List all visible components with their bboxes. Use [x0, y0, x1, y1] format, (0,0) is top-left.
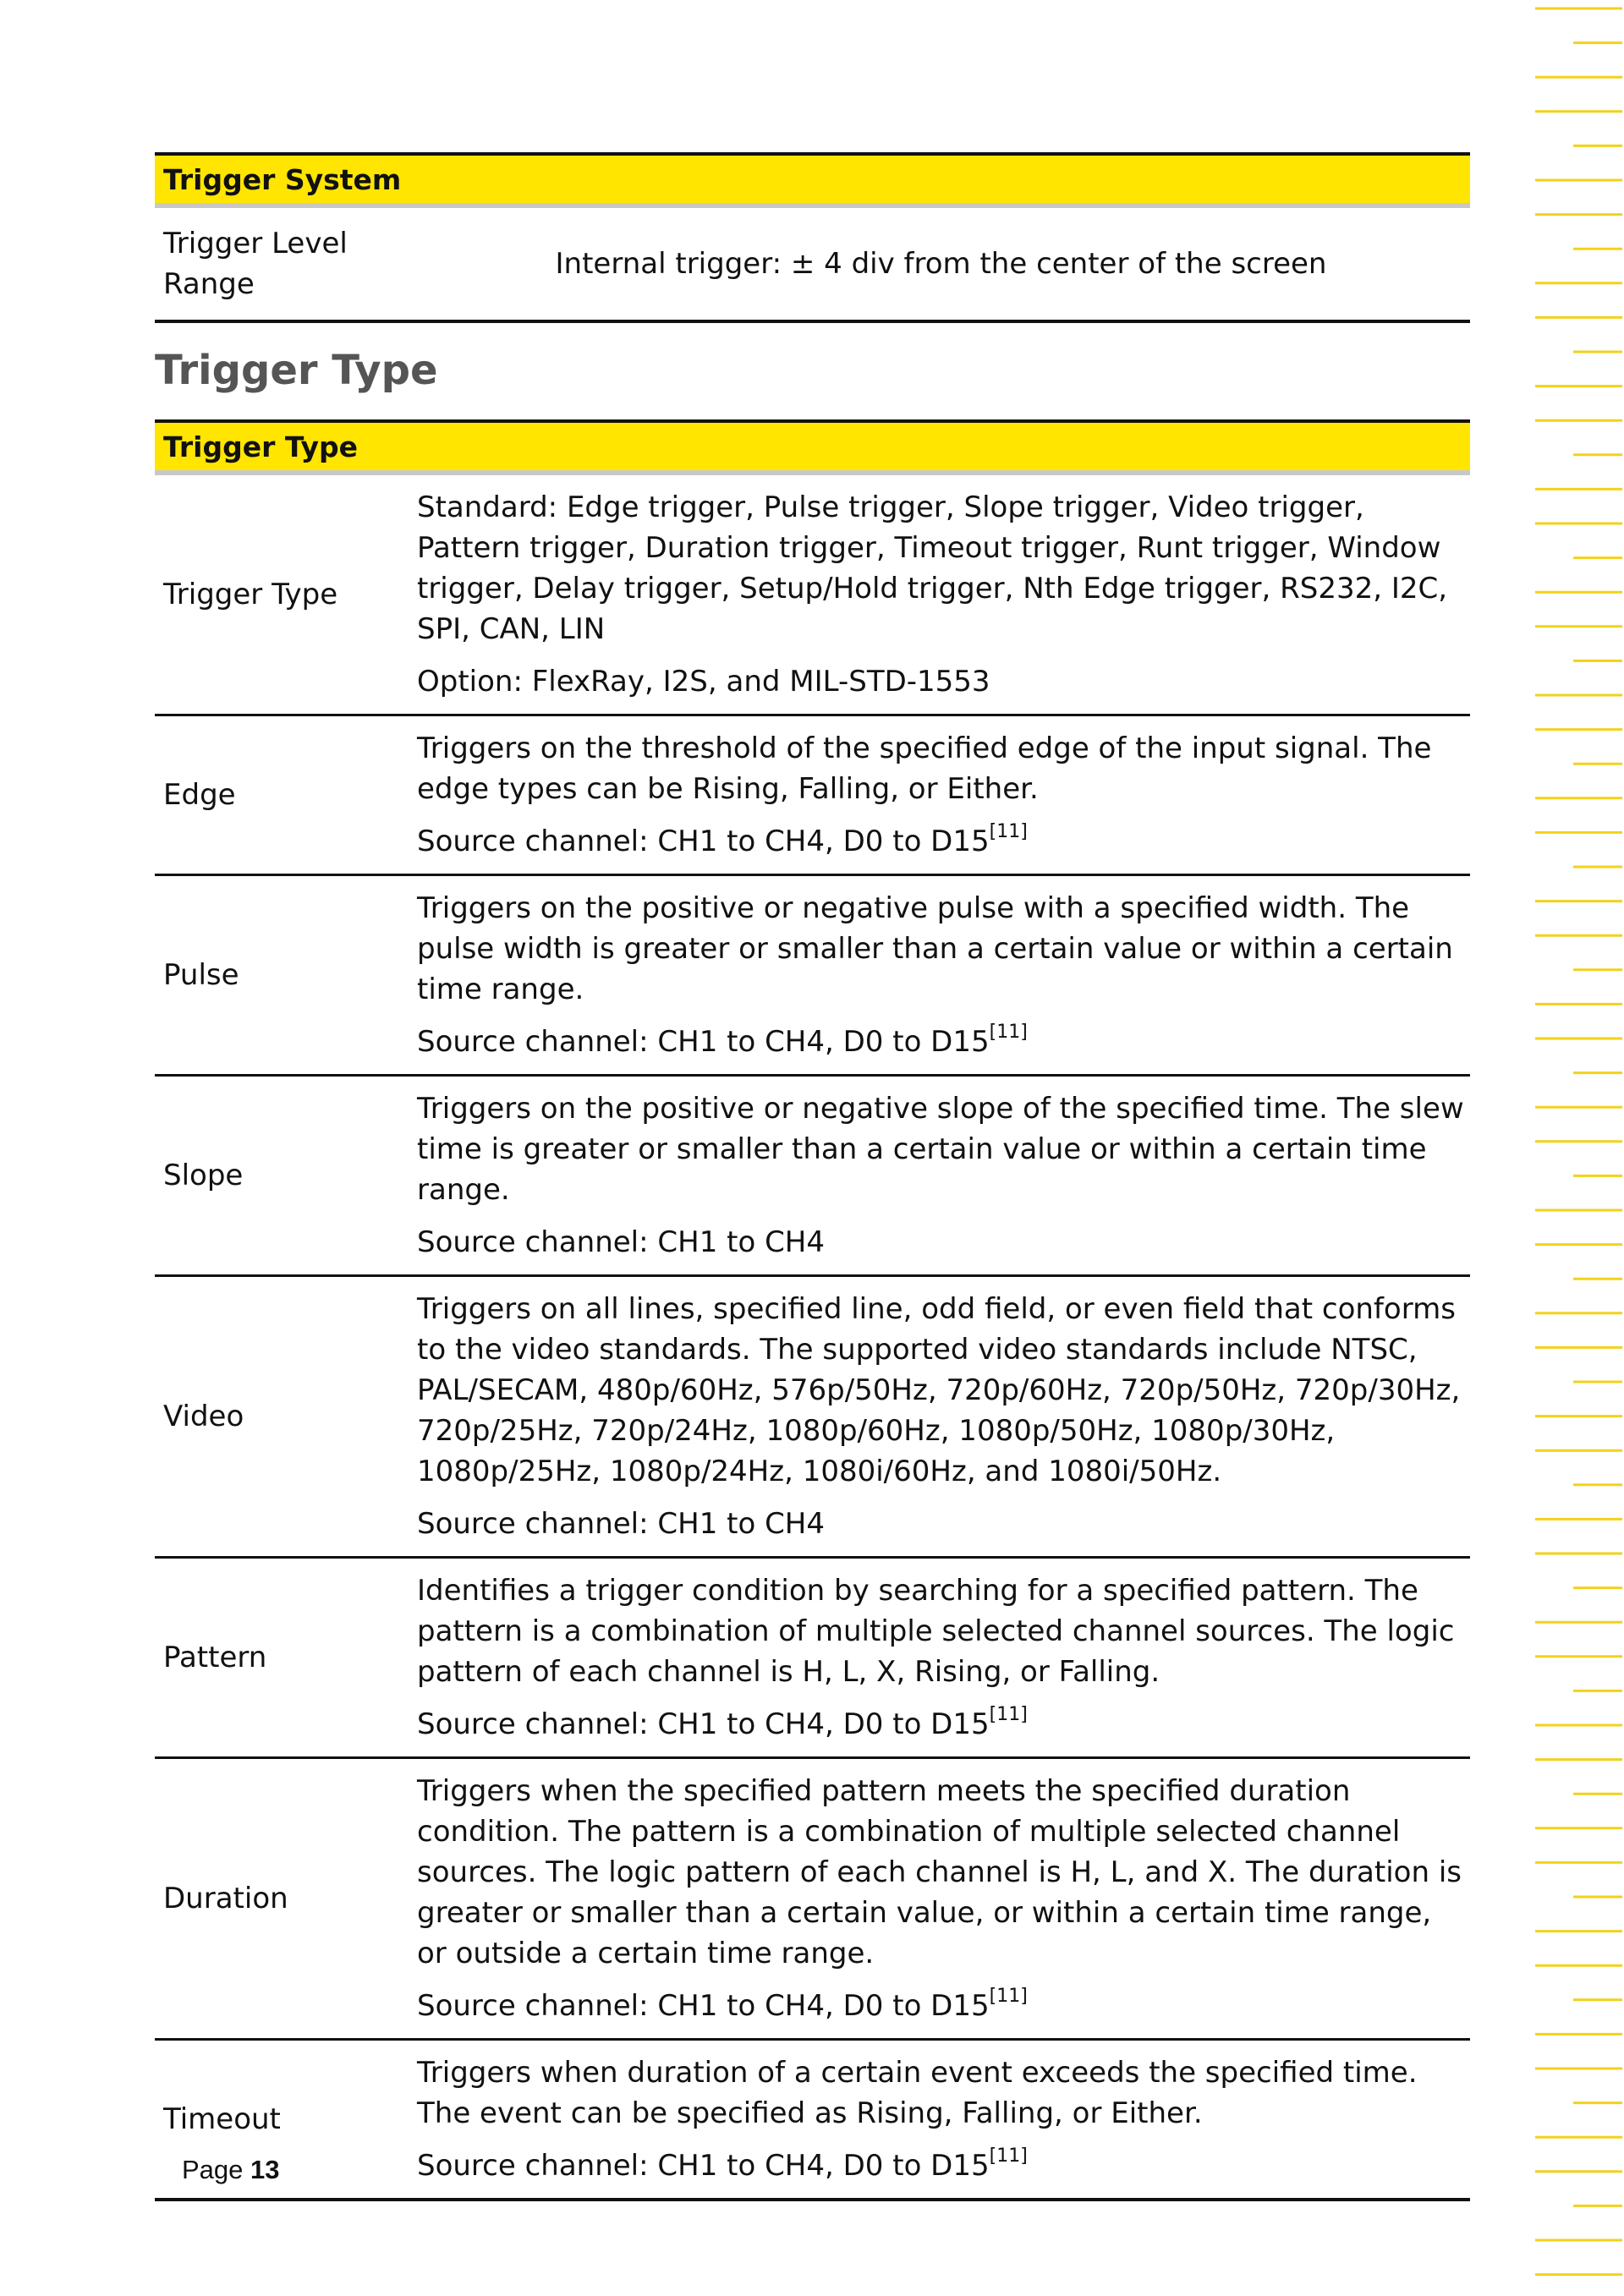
table-header: Trigger System: [155, 154, 1470, 205]
description-text: Triggers on the threshold of the specified edge of the input signal. The edge types can be Rising, Falling, or Either.: [417, 732, 1432, 806]
table-row: [155, 1076, 1470, 1276]
page-number: 13: [250, 2155, 280, 2184]
description-text: Triggers when duration of a certain event exceeds the specified time. The event can be specified as Rising, Falling, or Either.: [417, 2056, 1418, 2130]
trigger-system-table: [155, 152, 1470, 323]
section-title: Trigger Type: [155, 347, 438, 394]
page-footer: [182, 2155, 280, 2185]
description-text: Triggers on all lines, specified line, odd field, or even field that conforms to the video standards. The supported video standards include NTSC, PAL/SECAM, 480p/60Hz, 576p/50Hz, 720p/60Hz, 720p/50Hz, 720p/30Hz, 720p/25Hz, 720p/24Hz, 1080p/60Hz, 1080p/50Hz, 1080p/30Hz, 1080p/25Hz, 1080p/24Hz, 1080i/60Hz, and 1080i/50Hz.: [417, 1292, 1461, 1488]
table-row: [155, 1276, 1470, 1558]
footnote-ref: [11]: [989, 2145, 1028, 2167]
footnote-ref: [11]: [989, 1704, 1028, 1725]
source-text: Source channel: CH1 to CH4, D0 to D15: [417, 825, 990, 858]
source-line: [417, 1222, 1465, 1263]
row-description: [417, 1076, 1470, 1276]
description-text: Identifies a trigger condition by searching for a specified pattern. The pattern is a combination of multiple selected channel sources. The logic pattern of each channel is H, L, X, Rising, or Falling.: [417, 1574, 1455, 1689]
source-text: Source channel: CH1 to CH4, D0 to D15: [417, 1707, 990, 1741]
row-label: Video: [155, 1276, 417, 1558]
row-description: [417, 1758, 1470, 2040]
row-label: Pulse: [155, 875, 417, 1076]
source-text: Source channel: CH1 to CH4: [417, 1225, 826, 1259]
row-label: Trigger Level Range: [163, 227, 348, 301]
description-text: Triggers on the positive or negative pulse with a specified width. The pulse width is greater or smaller than a certain value or within a certain time range.: [417, 891, 1453, 1006]
source-line: [417, 1986, 1465, 2026]
table-row: [155, 1758, 1470, 2040]
row-description: Internal trigger: ± 4 div from the center of the screen: [555, 247, 1327, 281]
row-description: [417, 1558, 1470, 1758]
source-line: [417, 1022, 1465, 1062]
table-header: Trigger Type: [155, 421, 1470, 473]
row-description: [417, 875, 1470, 1076]
row-description: [417, 2040, 1470, 2200]
row-label: Slope: [155, 1076, 417, 1276]
source-line: [417, 1704, 1465, 1745]
row-label: Timeout: [155, 2040, 417, 2200]
footnote-ref: [11]: [989, 1022, 1028, 1043]
source-line: [417, 1504, 1465, 1544]
row-label: Edge: [155, 715, 417, 875]
margin-decoration: [1522, 0, 1624, 2296]
source-line: [417, 661, 1465, 702]
footnote-ref: [11]: [989, 821, 1028, 842]
row-description: [417, 715, 1470, 875]
source-line: [417, 2145, 1465, 2186]
table-row: [155, 205, 1470, 321]
page-label: Page: [182, 2155, 244, 2184]
description-text: Triggers when the specified pattern meets the specified duration condition. The pattern is a combination of multiple selected channel sources. The logic pattern of each channel is H, L, and X. The duration is greater or smaller than a certain value, or within a certain time range, or outside a certain time range.: [417, 1774, 1462, 1970]
description-text: Triggers on the positive or negative slope of the specified time. The slew time is greater or smaller than a certain value or within a certain time range.: [417, 1092, 1464, 1207]
table-row: [155, 2040, 1470, 2200]
source-text: Source channel: CH1 to CH4: [417, 1507, 826, 1541]
row-label: Pattern: [155, 1558, 417, 1758]
row-description: [417, 1276, 1470, 1558]
row-label: Trigger Type: [163, 578, 338, 611]
source-text: Source channel: CH1 to CH4, D0 to D15: [417, 1025, 990, 1059]
table-row: [155, 473, 1470, 715]
table-row: [155, 1558, 1470, 1758]
source-line: [417, 821, 1465, 862]
row-description: [417, 473, 1470, 715]
table-row: [155, 875, 1470, 1076]
trigger-type-table: [155, 419, 1470, 2201]
source-text: Source channel: CH1 to CH4, D0 to D15: [417, 2149, 990, 2183]
source-text: Option: FlexRay, I2S, and MIL-STD-1553: [417, 665, 990, 699]
table-row: [155, 715, 1470, 875]
source-text: Source channel: CH1 to CH4, D0 to D15: [417, 1989, 990, 2023]
page-content: [155, 152, 1470, 2201]
description-text: Standard: Edge trigger, Pulse trigger, Slope trigger, Video trigger, Pattern trigger, Duration trigger, Timeout trigger, Runt trigger, Window trigger, Delay trigger, Setup/Hold trigger, Nth Edge trigger, RS232, I2C, SPI, CAN, LIN: [417, 490, 1448, 646]
row-label: Duration: [155, 1758, 417, 2040]
footnote-ref: [11]: [989, 1986, 1028, 2007]
